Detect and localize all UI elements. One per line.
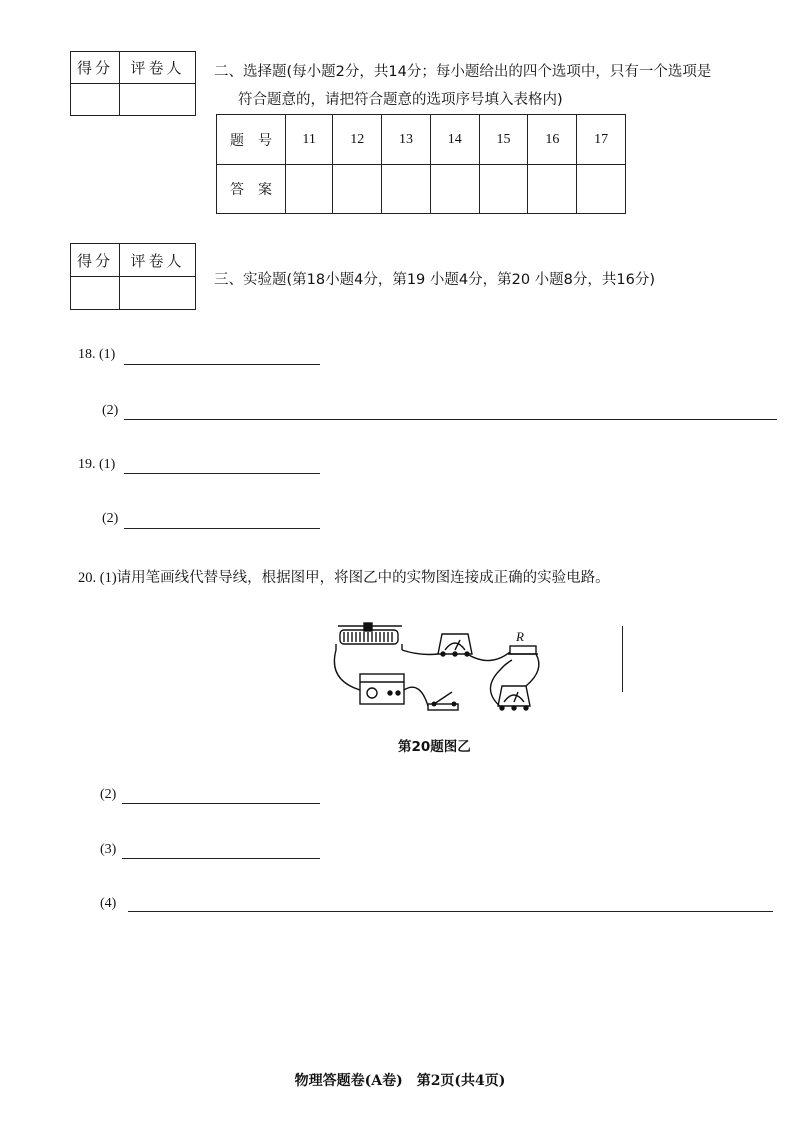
row-header-answer: 答 案 <box>217 165 286 214</box>
meter-bottom-icon <box>498 686 530 710</box>
meter-top-icon <box>438 634 472 656</box>
score-cell[interactable] <box>71 277 120 310</box>
score-label: 得分 <box>71 52 120 84</box>
q20-part1-label: 20. (1)请用笔画线代替导线，根据图甲，将图乙中的实物图连接成正确的实验电路。 <box>78 570 610 586</box>
figure-side-line <box>622 626 623 692</box>
resistor-label: R <box>516 629 524 644</box>
question-number: 16 <box>528 115 577 165</box>
circuit-figure <box>330 620 550 720</box>
section2-title-line2: 符合题意的，请把符合题意的选项序号填入表格内) <box>238 92 563 108</box>
answer-cell[interactable] <box>479 165 528 214</box>
q19-part1-answer-line[interactable] <box>124 473 320 474</box>
switch-icon <box>428 692 458 710</box>
score-box-1 <box>70 51 196 116</box>
section2-title-line1: 二、选择题(每小题2分，共14分；每小题给出的四个选项中，只有一个选项是 <box>214 64 712 80</box>
q18-part2-answer-line[interactable] <box>124 419 777 420</box>
answer-cell[interactable] <box>577 165 626 214</box>
q20-part4-label: (4) <box>100 896 117 911</box>
question-number: 12 <box>333 115 382 165</box>
q18-part1-answer-line[interactable] <box>124 364 320 365</box>
question-number: 13 <box>382 115 431 165</box>
q19-part2-label: (2) <box>102 511 119 526</box>
figure-caption: 第20题图乙 <box>398 739 471 755</box>
grader-cell[interactable] <box>120 84 196 116</box>
question-number: 11 <box>286 115 333 165</box>
score-label: 得分 <box>71 244 120 277</box>
grader-cell[interactable] <box>120 277 196 310</box>
answer-cell[interactable] <box>333 165 382 214</box>
answer-table-number-row <box>217 115 626 165</box>
answer-cell[interactable] <box>430 165 479 214</box>
answer-cell[interactable] <box>286 165 333 214</box>
section3-title: 三、实验题(第18小题4分，第19 小题4分，第20 小题8分，共16分) <box>214 272 656 288</box>
score-box-2 <box>70 243 196 310</box>
page-footer: 物理答题卷(A卷) 第2页(共4页) <box>294 1073 506 1089</box>
question-number: 14 <box>430 115 479 165</box>
answer-cell[interactable] <box>528 165 577 214</box>
resistor-icon <box>508 646 538 654</box>
q20-part3-label: (3) <box>100 842 117 857</box>
q19-part2-answer-line[interactable] <box>124 528 320 529</box>
power-supply-icon <box>360 674 404 704</box>
question-number: 15 <box>479 115 528 165</box>
q18-part2-label: (2) <box>102 403 119 418</box>
question-number: 17 <box>577 115 626 165</box>
score-cell[interactable] <box>71 84 120 116</box>
grader-label: 评卷人 <box>120 244 196 277</box>
q20-part2-label: (2) <box>100 787 117 802</box>
rheostat-icon <box>336 623 402 650</box>
q19-part1-label: 19. (1) <box>78 457 116 472</box>
answer-table-answer-row <box>217 165 626 214</box>
grader-label: 评卷人 <box>120 52 196 84</box>
row-header-number: 题 号 <box>217 115 286 165</box>
q20-part3-answer-line[interactable] <box>122 858 320 859</box>
answer-table <box>216 114 626 214</box>
q18-part1-label: 18. (1) <box>78 347 116 362</box>
q20-part2-answer-line[interactable] <box>122 803 320 804</box>
q20-part4-answer-line[interactable] <box>128 911 773 912</box>
answer-cell[interactable] <box>382 165 431 214</box>
